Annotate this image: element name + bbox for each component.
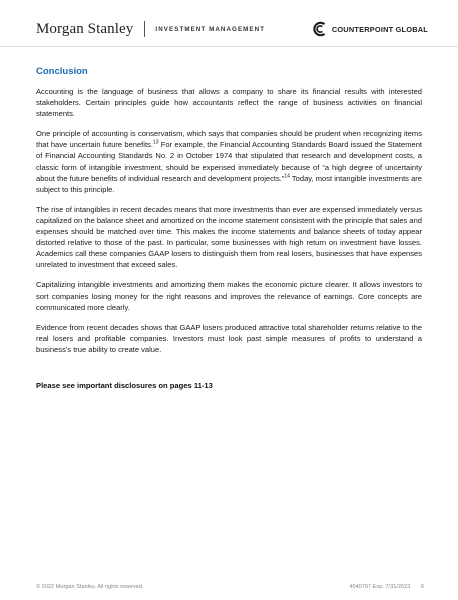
partner-group [312,21,428,37]
page-footer [36,584,424,590]
partner-label: COUNTERPOINT GLOBAL [331,24,428,34]
paragraph-2-text-c: Today, most intangible investments are subject to this principle. [36,173,422,194]
disclosure-note: Please see important disclosures on pages 11-13 [36,380,213,390]
counterpoint-logo-icon [312,21,328,37]
brand-group [36,21,265,38]
header-rule [0,46,458,47]
paragraph-3: The rise of intangibles in recent decades means that more investments than ever are expensed immediately versus capitalized on the balance sheet and amortized on the income statement consistent with the principle that sales and expenses should be matched over time. This makes the income statements and balance sheets of today appear distorted relative to those of the past. In particular, some businesses with high return on investment have losses. Academics call these companies GAAP losers to distinguish them from real losers, businesses that have expenses unrelated to investment that exceed sales. [36,204,422,270]
section-title: Conclusion [36,66,88,77]
paragraph-1: Accounting is the language of business that allows a company to share its financial results with interested stakeholders. Certain principles guide how accountants reflect the range of business activities on financial statements. [36,87,422,119]
paragraph-2 [36,128,422,195]
page-header [36,17,428,41]
paragraph-4: Capitalizing intangible investments and amortizing them makes the economic picture clearer. It allows investors to sort companies losing money for the right reasons and improves the relevance of earnings. Core concepts are communicated more clearly. [36,280,422,312]
header-divider [144,21,145,37]
footnote-ref-13: 13 [152,139,159,146]
division-label: INVESTMENT MANAGEMENT [155,25,266,33]
document-code: 4040797 Exp. 7/31/2023 [349,584,411,590]
morgan-stanley-logo: Morgan Stanley [36,20,134,37]
paragraph-2-text-b: For example, the Financial Accounting Standards Board issued the Statement of Financial Accounting Standards No. 2 in October 1974 that stipulated that research and development costs, a classic form of intangible investment, should be expensed immediately because of “a high degree of uncertainty about the future benefits of individual research and development projects.” [36,140,423,183]
footnote-ref-14: 14 [284,173,290,180]
paragraph-2-text-a: One principle of accounting is conservatism, which says that companies should be prudent when recognizing items that have uncertain future benefits. [36,129,422,150]
main-content [36,66,422,399]
paragraph-5: Evidence from recent decades shows that GAAP losers produced attractive total shareholder returns relative to the real losers and profitable companies. Investors must look past simple measures of profits to understand a business’s true ability to create value. [36,322,422,354]
footer-meta [340,584,424,590]
copyright-text: © 2022 Morgan Stanley. All rights reserved. [36,584,144,590]
page-number: 6 [420,584,424,590]
